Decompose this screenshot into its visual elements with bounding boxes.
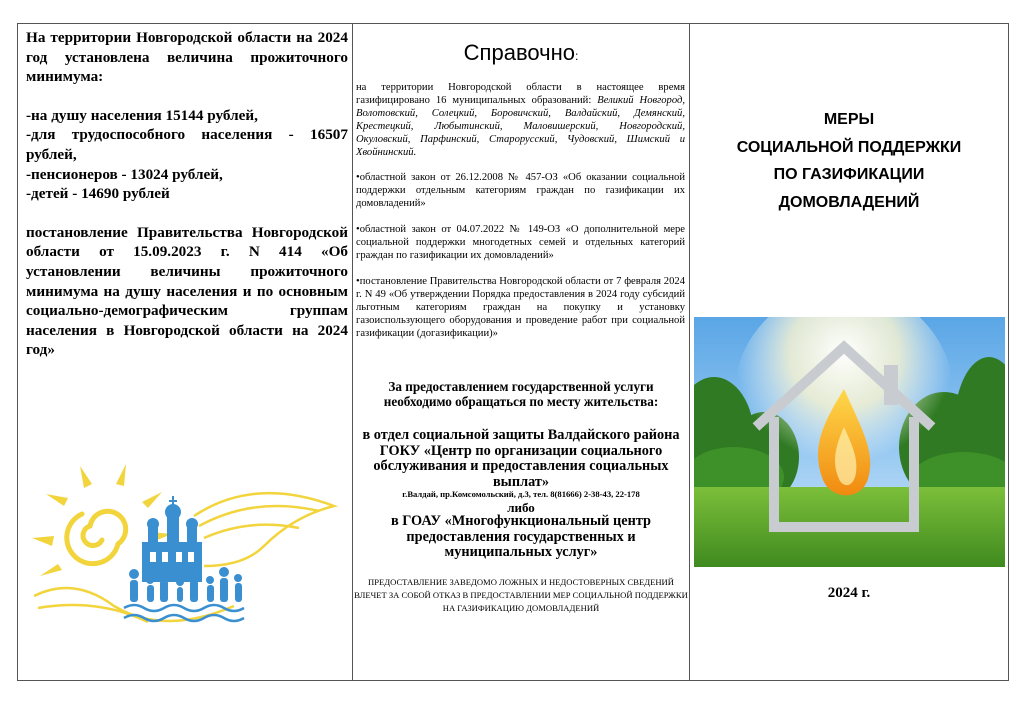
brochure-frame [17, 23, 1009, 681]
decree-text: постановление Правительства Новгородской области от 15.09.2023 г. N 414 «Об установлении величины прожиточного минимума на душу населения и по основным социально-демографическим группам населения в Новгородской области на 2024 год» [26, 223, 348, 359]
column-left [18, 24, 353, 680]
brochure-headline: МЕРЫ СОЦИАЛЬНОЙ ПОДДЕРЖКИ ПО ГАЗИФИКАЦИИ ДОМОВЛАДЕНИЙ [736, 111, 962, 211]
subsistence-intro: На территории Новгородской области на 2024 год установлена величина прожиточного минимума: [26, 29, 348, 86]
reference-body [356, 82, 685, 353]
reference-title: Справочно: [463, 40, 579, 65]
gasification-paragraph: на территории Новгородской области в настоящее время газифицировано 16 муниципальных образований: Великий Новгород, Волотовский, Солецкий, Боровичский, Валдайский, Демянский, Крестецкий, Любытинский, Маловишерский, Новгородский, Окуловский, Парфинский, Старорусский, Чудовский, Шимский и Хвойнинский. [356, 82, 685, 158]
apply-notice: За предоставлением государственной услуги необходимо обращаться по месту жительства: [383, 379, 659, 410]
house-flame-icon [694, 317, 1005, 567]
law-item: •областной закон от 04.07.2022 № 149-ОЗ «О дополнительной мере социальной поддержки многодетных семей и отдельных категорий граждан по газификации их домовладений» [356, 224, 685, 261]
column-right [690, 24, 1008, 680]
subsistence-line: -на душу населения 15144 рублей, [26, 106, 258, 124]
municipality-list: Великий Новгород, Волотовский, Солецкий, Боровичский, Валдайский, Демянский, Крестецкий, Любытинский, Маловишерский, Новгородский, Окуловский, Парфинский, Старорусский, Чудовский, Шимский и Хвойнинский. [356, 94, 685, 158]
law-item: •областной закон от 26.12.2008 № 457-ОЗ «Об оказании социальной поддержки отдельным категориям граждан по газификации их домовладений» [356, 172, 685, 210]
law-item: •постановление Правительства Новгородской области от 7 февраля 2024 г. N 49 «Об утверждении Порядка предоставления в 2024 году субсидий льготным категориям граждан на покупку и установку газоиспользующего оборудования и проведение работ при социальной газификации (догазификации)» [356, 275, 685, 339]
brochure-year: 2024 г. [827, 585, 871, 601]
subsistence-info [26, 28, 348, 360]
mfc-center: в ГОАУ «Многофункциональный центр предоставления государственных и муниципальных услуг» [391, 513, 651, 560]
subsistence-line: -детей - 14690 рублей [26, 185, 170, 203]
or-separator: либо [507, 500, 535, 515]
subsistence-line: -пенсионеров - 13024 рублей, [26, 165, 223, 183]
warning-notice: ПРЕДОСТАВЛЕНИЕ ЗАВЕДОМО ЛОЖНЫХ И НЕДОСТОВЕРНЫХ СВЕДЕНИЙ ВЛЕЧЕТ ЗА СОБОЙ ОТКАЗ В ПРЕДОСТАВЛЕНИИ МЕР СОЦИАЛЬНОЙ ПОДДЕРЖКИ НА ГАЗИФИКАЦИЮ ДОМОВЛАДЕНИЙ [354, 577, 688, 613]
column-middle [353, 24, 690, 680]
subsistence-line: -для трудоспособного населения - 16507 рублей, [26, 126, 348, 163]
office-address: г.Валдай, пр.Комсомольский, д.3, тел. 8(81666) 2-38-43, 22-178 [402, 489, 640, 499]
sun-hands-logo-icon [24, 456, 340, 628]
social-office: в отдел социальной защиты Валдайского района ГОКУ «Центр по организации социального обслуживания и предоставления социальных выплат» [362, 427, 680, 490]
